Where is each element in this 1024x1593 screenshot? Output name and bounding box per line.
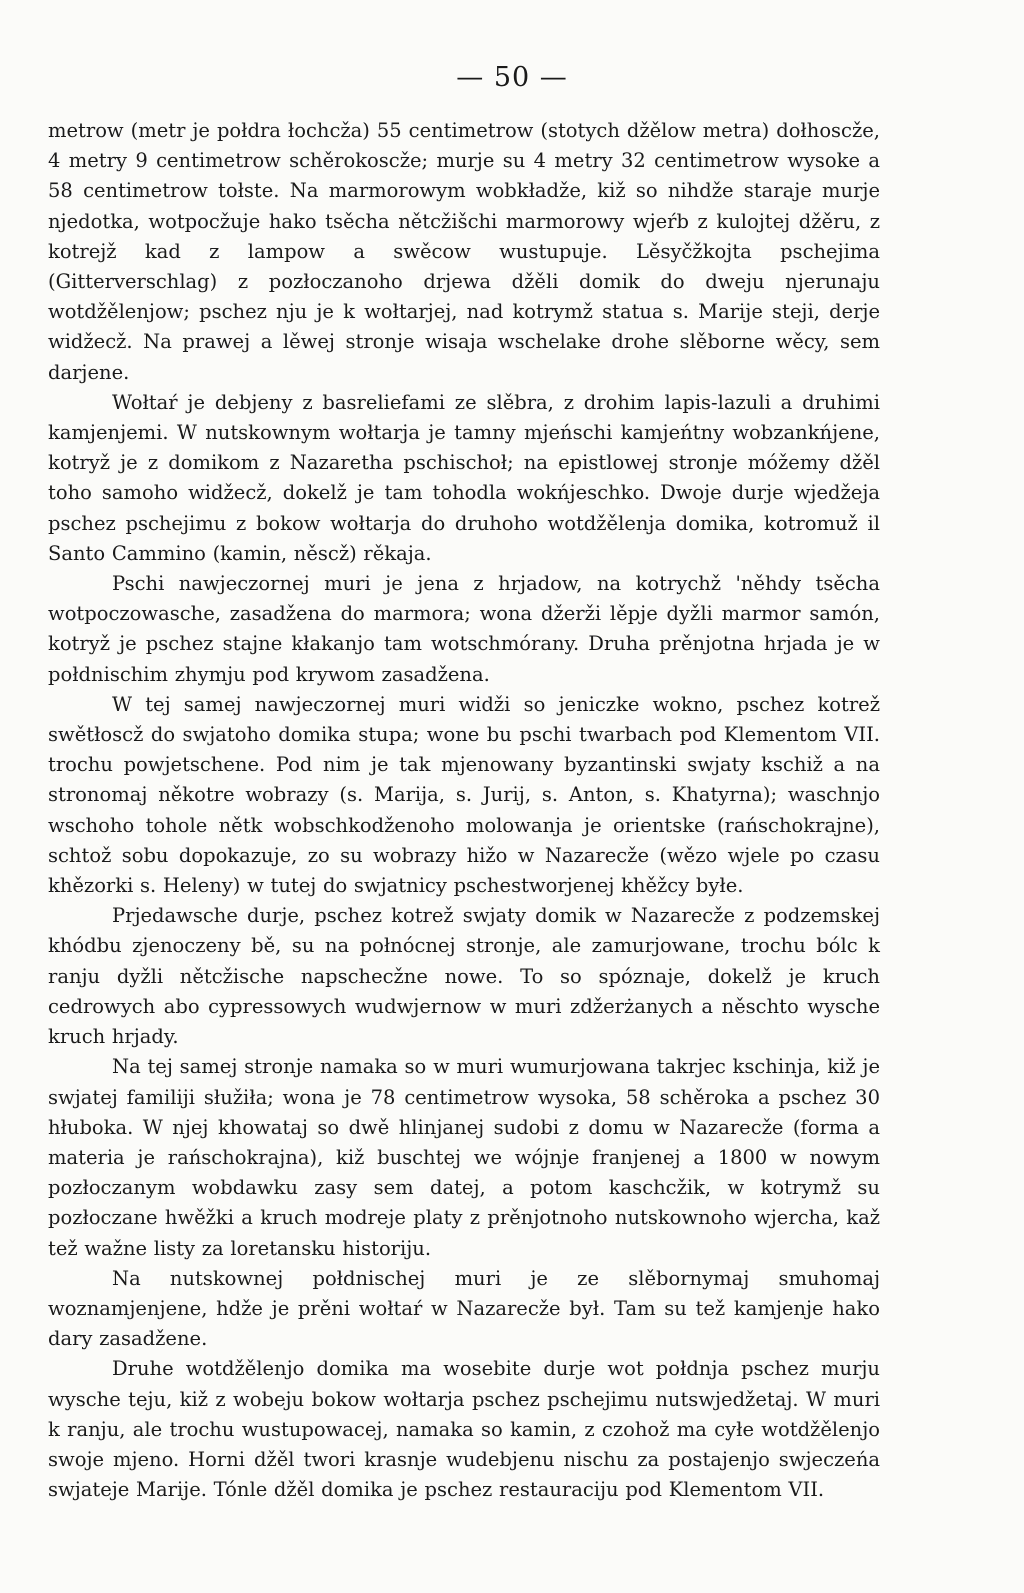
paragraph-3: Pschi nawjeczornej muri je jena z hrjadow, na kotrychž 'něhdy tsěcha wotpoczowasche, zasadžena do marmora; wona džerži lěpje dyžli marmor samón, kotryž je pschez stajne kłakanjo tam wotschmórany. Druha prěnjotna hrjada je w połdnischim zhymju pod krywom zasadžena. xyxy=(48,572,880,686)
paragraph-1: metrow (metr je połdra łochcža) 55 centimetrow (stotych džělow metra) dołhoscže, 4 metry 9 centimetrow schěrokoscže; murje su 4 metry 32 centimetrow wysoke a 58 centimetrow tołste. Na marmorowym wobkładže, kiž so nihdže staraje murje njedotka, wotpocžuje hako tsěcha nětcžišchi marmorowy wjeŕb z kulojtej džěru, z kotrejž kad z lampow a swěcow wustupuje. Lěsyčžkojta pschejima (Gitterverschlag) z pozłoczanoho drjewa džěli domik do dweju njerunaju wotdžělenjow; pschez nju je k wołtarjej, nad kotrymž statua s. Marije steji, derje widžecž. Na prawej a lěwej stronje wisaja wschelake drohe slěborne wěcy, sem darjene. xyxy=(48,119,880,384)
page-number: — 50 — xyxy=(456,62,568,93)
paragraph-2: Wołtaŕ je debjeny z basreliefami ze slěbra, z drohim lapis-lazuli a druhimi kamjenjemi. W nutskownym wołtarja je tamny mjeńschi kamjeńtny wobzankńjene, kotryž je z domikom z Nazaretha pschischoł; na epistlowej stronje móžemy džěl toho samoho widžecž, dokelž je tam tohodla wokńjeschko. Dwoje durje wjedžeja pschez pschejimu z bokow wołtarja do druhoho wotdžělenja domika, kotromuž il Santo Cammino (kamin, něscž) rěkaja. xyxy=(48,390,880,565)
paragraph-6: Na tej samej stronje namaka so w muri wumurjowana takrjec kschinja, kiž je swjatej familiji słužiła; wona je 78 centimetrow wysoka, 58 schěroka a pschez 30 hłuboka. W njej khowataj so dwě hlinjanej sudobi z domu w Nazarecže (forma a materia je rańschokrajna), kiž buschtej we wójnje franjenej a 1800 w nowym pozłoczanym wobdawku zasy sem datej, a potom kaschcžik, w kotrymž su pozłoczane hwěžki a kruch modreje platy z prěnjotnoho nutskownoho wjercha, kaž tež wažne listy za loretansku historiju. xyxy=(48,1055,880,1260)
body-text xyxy=(48,116,880,1505)
paragraph-4: W tej samej nawjeczornej muri widži so jeniczke wokno, pschez kotrež swětłoscž do swjatoho domika stupa; wone bu pschi twarbach pod Klementom VII. trochu powjetschene. Pod nim je tak mjenowany byzantinski swjaty kschiž a na stronomaj někotre wobrazy (s. Marija, s. Jurij, s. Anton, s. Khatyrna); waschnjo wschoho tohole nětk wobschkodženoho molowanja je orientske (rańschokrajne), schtož sobu dopokazuje, zo su wobrazy hižo w Nazarecže (wězo wjele po czasu khězorki s. Heleny) w tutej do swjatnicy pschestworjenej khěžcy byłe. xyxy=(48,692,880,898)
paragraph-5: Prjedawsche durje, pschez kotrež swjaty domik w Nazarecže z podzemskej khódbu zjenoczeny bě, su na połnócnej stronje, ale zamurjowane, trochu bólc k ranju dyžli nětcžische napschecžne nowe. To so spóznaje, dokelž je kruch cedrowych abo cypressowych wudwjernow w muri zdžerżanych a něschto wysche kruch hrjady. xyxy=(48,904,880,1049)
paragraph-7: Na nutskownej połdnischej muri je ze slěbornymaj smuhomaj woznamjenjene, hdže je prěni wołtaŕ w Nazarecže był. Tam su tež kamjenje hako dary zasadžene. xyxy=(48,1266,880,1351)
paragraph-8: Druhe wotdžělenjo domika ma wosebite durje wot połdnja pschez murju wysche teju, kiž z wobeju bokow wołtarja pschez pschejimu nutswjedžetaj. W muri k ranju, ale trochu wustupowacej, namaka so kamin, z czohož ma cyłe wotdžělenjo swoje mjeno. Horni džěl twori krasnje wudebjenu nischu za postajenjo swjeczeńa swjateje Marije. Tónle džěl domika je pschez restauraciju pod Klementom VII. xyxy=(48,1357,880,1502)
